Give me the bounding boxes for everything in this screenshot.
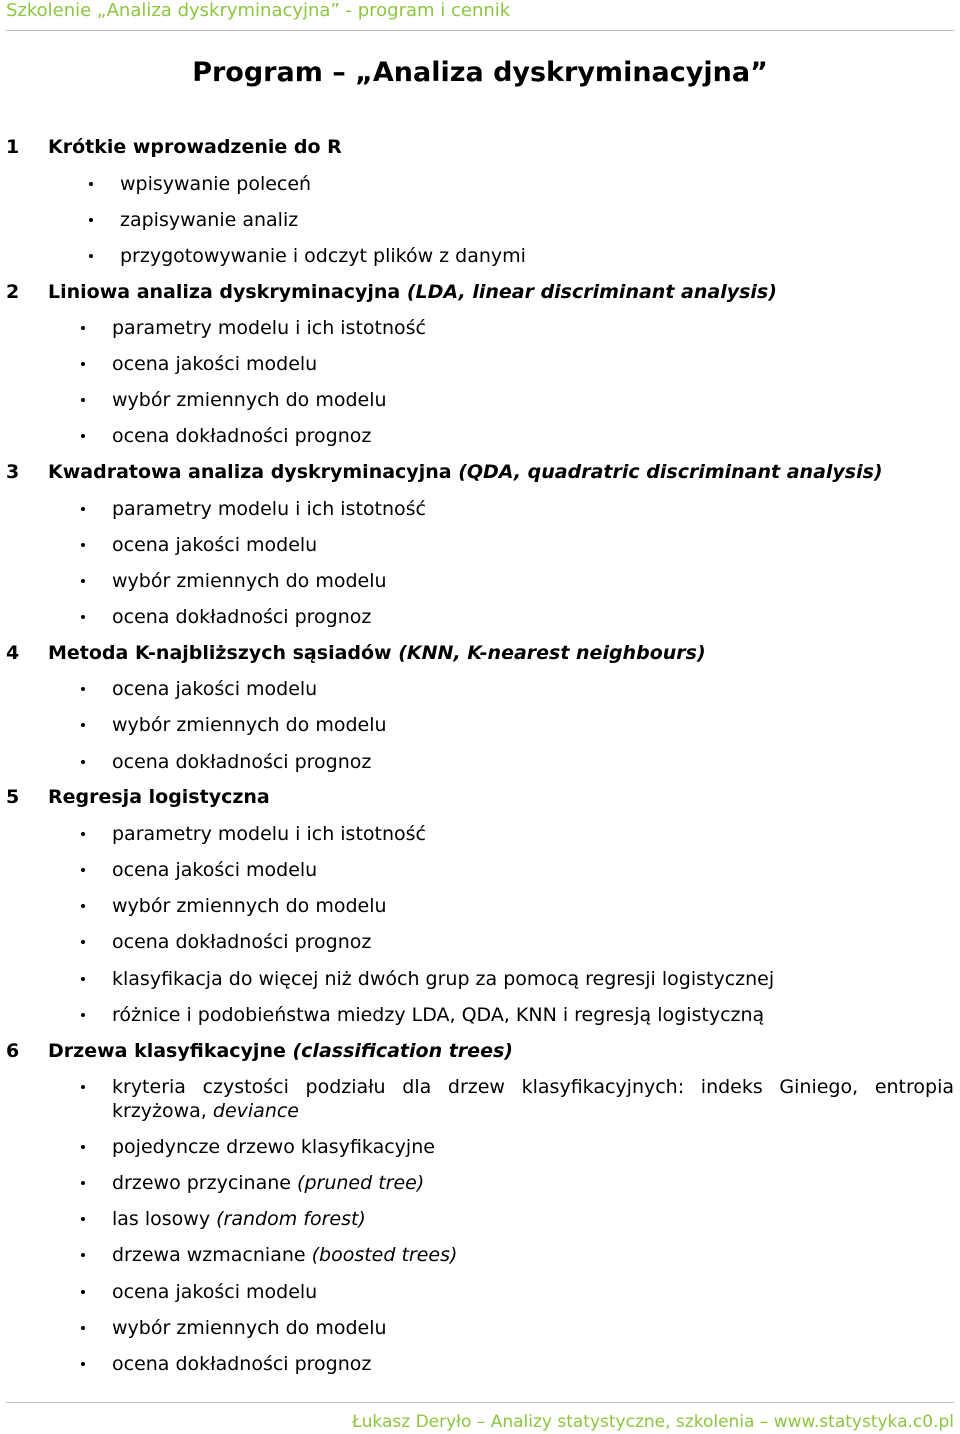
bullet-icon [89, 218, 93, 222]
bullet-icon [81, 832, 85, 836]
bullet-icon [81, 507, 85, 511]
section-heading [6, 134, 954, 160]
section-title: Regresja logistyczna [48, 786, 270, 808]
bullet-icon [81, 687, 85, 691]
section-title: Krótkie wprowadzenie do R [48, 136, 342, 158]
footer-text: Łukasz Deryło – Analizy statystyczne, szkolenia – www.statystyka.c0.pl [352, 1412, 954, 1432]
bullet-icon [81, 723, 85, 727]
section-heading [6, 1038, 954, 1064]
list-item: kryteria czystości podziału dla drzew klasyfikacyjnych: indeks Giniego, entropia krzyżowa, deviance [112, 1075, 954, 1123]
section-heading [6, 640, 954, 666]
list-item: parametry modelu i ich istotność [112, 822, 960, 846]
list-item: wybór zmiennych do modelu [112, 569, 960, 593]
section-heading [6, 784, 954, 810]
list-item: wybór zmiennych do modelu [112, 713, 960, 737]
list-item: ocena dokładności prognoz [112, 424, 960, 448]
list-item: przygotowywanie i odczyt plików z danymi [120, 244, 960, 268]
list-item: wybór zmiennych do modelu [112, 1316, 960, 1340]
list-item: drzewa wzmacniane (boosted trees) [112, 1243, 960, 1267]
list-item: ocena jakości modelu [112, 352, 960, 376]
bullet-icon [89, 254, 93, 258]
bullet-icon [81, 398, 85, 402]
bullet-icon [81, 1290, 85, 1294]
bullet-icon [81, 904, 85, 908]
bullet-icon [81, 1181, 85, 1185]
bullet-icon [81, 615, 85, 619]
bullet-icon [81, 1362, 85, 1366]
list-item: wpisywanie poleceń [120, 172, 960, 196]
list-item: ocena dokładności prognoz [112, 1352, 960, 1376]
header-title: Szkolenie „Analiza dyskryminacyjna” - program i cennik [6, 0, 511, 21]
section-number: 5 [6, 786, 20, 808]
list-item: pojedyncze drzewo klasyfikacyjne [112, 1135, 960, 1159]
bullet-icon [81, 1253, 85, 1257]
bullet-icon [81, 1085, 85, 1089]
page-title: Program – „Analiza dyskryminacyjna” [192, 57, 768, 88]
section-title: Metoda K-najbliższych sąsiadów (KNN, K-nearest neighbours) [48, 642, 706, 664]
list-item: wybór zmiennych do modelu [112, 388, 960, 412]
list-item: klasyfikacja do więcej niż dwóch grup za pomocą regresji logistycznej [112, 967, 960, 991]
bullet-icon [81, 1013, 85, 1017]
bullet-icon [81, 362, 85, 366]
bullet-icon [89, 182, 93, 186]
bullet-icon [81, 977, 85, 981]
bullet-icon [81, 579, 85, 583]
list-item: różnice i podobieństwa miedzy LDA, QDA, KNN i regresją logistyczną [112, 1003, 960, 1027]
list-item: ocena dokładności prognoz [112, 930, 960, 954]
section-title: Liniowa analiza dyskryminacyjna (LDA, linear discriminant analysis) [48, 281, 777, 303]
list-item: drzewo przycinane (pruned tree) [112, 1171, 960, 1195]
list-item: parametry modelu i ich istotność [112, 497, 960, 521]
section-number: 6 [6, 1040, 20, 1062]
list-item: parametry modelu i ich istotność [112, 316, 960, 340]
bullet-icon [81, 940, 85, 944]
bullet-icon [81, 760, 85, 764]
bullet-icon [81, 543, 85, 547]
list-item: ocena jakości modelu [112, 858, 960, 882]
section-number: 4 [6, 642, 20, 664]
bullet-icon [81, 1217, 85, 1221]
list-item: ocena jakości modelu [112, 1280, 960, 1304]
list-item: zapisywanie analiz [120, 208, 960, 232]
section-title: Drzewa klasyfikacyjne (classification trees) [48, 1040, 513, 1062]
list-item: wybór zmiennych do modelu [112, 894, 960, 918]
list-item: ocena dokładności prognoz [112, 605, 960, 629]
list-item: las losowy (random forest) [112, 1207, 960, 1231]
bullet-icon [81, 326, 85, 330]
section-heading [6, 279, 954, 305]
list-item: ocena dokładności prognoz [112, 750, 960, 774]
section-heading [6, 459, 954, 485]
section-number: 3 [6, 461, 20, 483]
section-number: 2 [6, 281, 20, 303]
bullet-icon [81, 868, 85, 872]
page-footer [6, 1402, 954, 1434]
section-title: Kwadratowa analiza dyskryminacyjna (QDA, quadratric discriminant analysis) [48, 461, 883, 483]
list-item: ocena jakości modelu [112, 533, 960, 557]
list-item: ocena jakości modelu [112, 677, 960, 701]
bullet-icon [81, 1145, 85, 1149]
page-header [6, 0, 954, 31]
bullet-icon [81, 1326, 85, 1330]
section-number: 1 [6, 136, 20, 158]
bullet-icon [81, 434, 85, 438]
